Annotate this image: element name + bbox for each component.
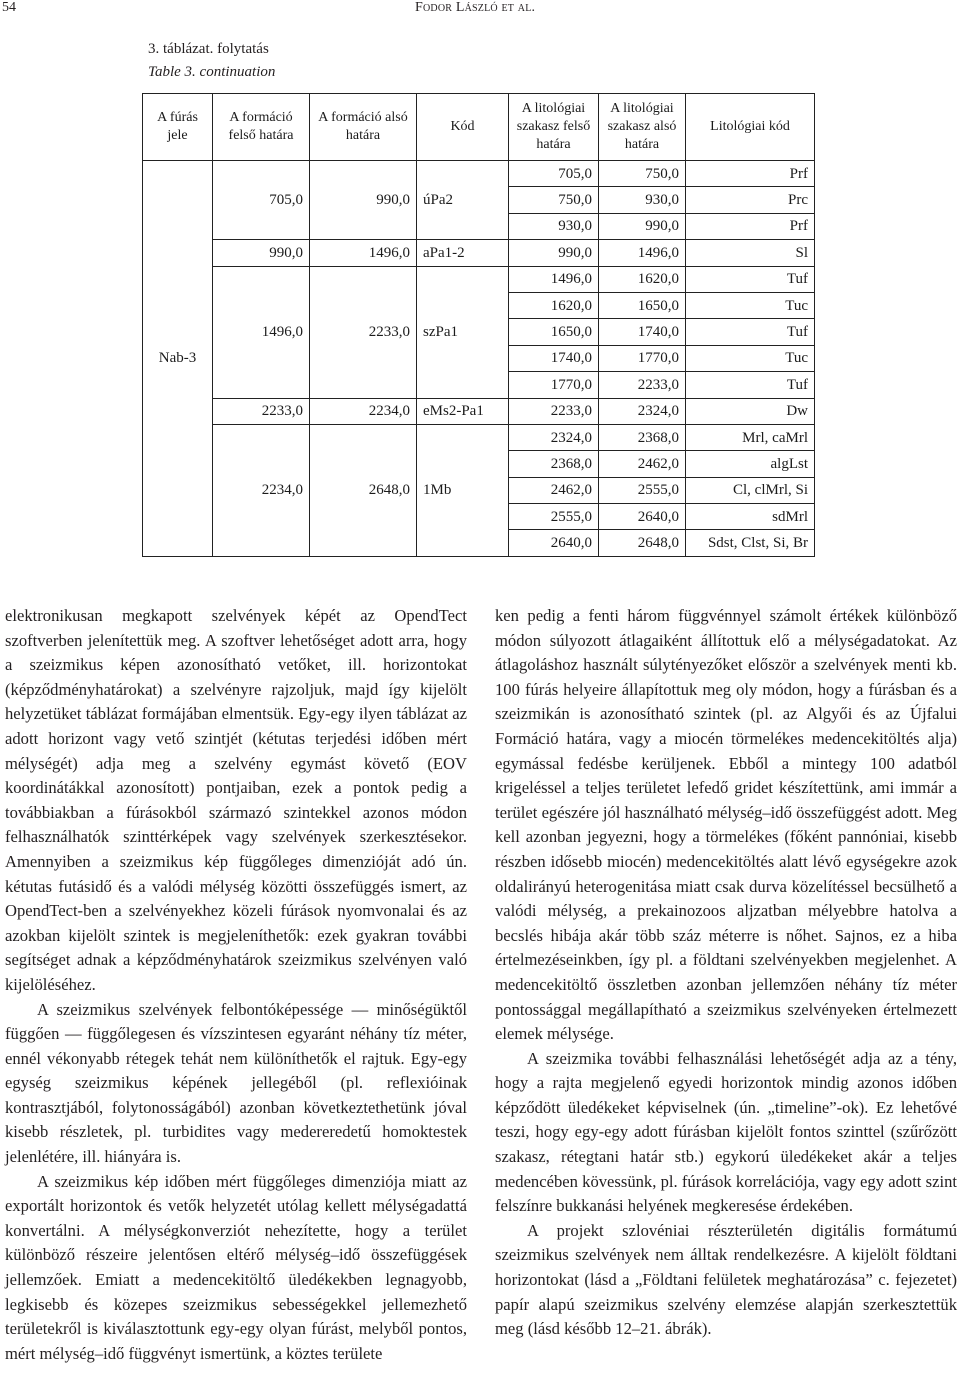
cell-lith-bottom: 1650,0: [599, 292, 686, 318]
cell-lith-top: 1770,0: [509, 372, 599, 398]
paragraph: ken pedig a fenti három függvénnyel számolt értékek különböző módon súlyozott átlagaiként állítottuk elő a mélységadatokat. Az átlagoláshoz használt súlytényezőket először a szelvények menti kb. 100 fúrás helyeire állapítottuk meg oly módon, hogy a fúrásban és a szeizmikán is azonosítható szintek (pl. az Algyői és az Újfalui Formáció határa, vagy a miocén törmelékes medencekitöltés alja) egymással fedésbe kerüljenek. Ebből a mintegy 100 adatból krigeléssel a teljes területet lefedő gridet készítettünk, ami immár a terület egészére jól használható mélység–idő összefüggést adott. Meg kell azonban jegyezni, hogy a törmelékes (főként pannóniai, kisebb részben idősebb miocén) medencekitöltés alatt lévő egységekre azok oldalirányú heterogenitása miatt csak durva közelítéssel becsülhető a valódi mélység, a prekainozoos aljzatban mélyebbre hatolva a becslés hibája akár több száz méterre is nőhet. Sajnos, ez a hiba értelmezéseinkben, így pl. a földtani szelvényekben megjelenhet. A medencekitöltő összletben azonban jellemzően néhány tíz méter pontossággal megállapítható a szeizmikus szelvényeken értelmezett elemek mélysége.: [495, 606, 957, 1044]
cell-formation-top: 990,0: [213, 240, 310, 266]
cell-lith-top: 2640,0: [509, 530, 599, 556]
paragraph: A szeizmikus kép időben mért függőleges dimenziója miatt az exportált horizontok és vetők helyzetét utólag kellett mélységadattá konvertálni. A mélységkonverziót nehezítette, hogy a terület különböző részeire jelentősen eltérő mélység–idő összefüggések jellemzőek. Emiatt a medencekitöltő üledékekben legnagyobb, legkisebb és közepes szeizmikus sebességekkel jellemezhető területekről is kiválasztottunk egy-egy olyan fúrást, melyből pontos, mért mélység–idő függvényt ismertünk, a köztes területe: [5, 1171, 467, 1363]
cell-lith-bottom: 750,0: [599, 161, 686, 187]
cell-lith-bottom: 2233,0: [599, 372, 686, 398]
cell-lith-top: 705,0: [509, 161, 599, 187]
cell-lith-code: sdMrl: [686, 504, 815, 530]
cell-formation-code: eMs2-Pa1: [417, 398, 509, 424]
cell-lith-top: 930,0: [509, 213, 599, 239]
cell-lith-top: 750,0: [509, 187, 599, 213]
cell-formation-top: 2233,0: [213, 398, 310, 424]
cell-borehole: Nab-3: [143, 161, 213, 557]
header-formation-bottom: A formáció alsó határa: [310, 94, 417, 161]
cell-lith-code: Tuc: [686, 345, 815, 371]
cell-lith-top: 2324,0: [509, 424, 599, 450]
paragraph: A szeizmika további felhasználási lehetőségét adja az a tény, hogy a rajta megjelenő egyedi horizontok mindig azonos időben képződött üledékeket képviselnek (ún. „timeline”-ok). Ez lehetővé teszi, hogy egy-egy adott fúrásban kijelölt fontos szinttel (szűrőzött szakasz, rétegtani határ stb.) egykorú üledékeket akár a teljes medencében kövessünk, pl. fúrások korrelációja, vagy egy adott szint felszínre bukkanási helyének megkeresése érdekében.: [495, 1048, 957, 1216]
table-row: [143, 240, 815, 266]
cell-lith-code: Tuf: [686, 372, 815, 398]
caption-hu-text: folytatás: [217, 41, 269, 57]
caption-en-label: Table 3.: [148, 64, 196, 80]
cell-lith-bottom: 1496,0: [599, 240, 686, 266]
cell-formation-bottom: 2233,0: [310, 266, 417, 398]
cell-lith-code: Tuc: [686, 292, 815, 318]
table-caption: [148, 38, 275, 84]
cell-lith-code: algLst: [686, 451, 815, 477]
header-code: Kód: [417, 94, 509, 161]
running-head: Fodor László et al.: [415, 0, 536, 15]
header-borehole: A fúrás jele: [143, 94, 213, 161]
header-lith-code: Litológiai kód: [686, 94, 815, 161]
cell-lith-top: 990,0: [509, 240, 599, 266]
table-row: [143, 266, 815, 292]
cell-formation-code: 1Mb: [417, 424, 509, 556]
caption-english: [148, 61, 275, 84]
cell-lith-code: Sdst, Clst, Si, Br: [686, 530, 815, 556]
cell-lith-bottom: 2324,0: [599, 398, 686, 424]
cell-lith-code: Dw: [686, 398, 815, 424]
text-column-right: [495, 604, 957, 1342]
cell-formation-bottom: 990,0: [310, 161, 417, 240]
cell-lith-bottom: 990,0: [599, 213, 686, 239]
cell-formation-bottom: 2234,0: [310, 398, 417, 424]
cell-lith-bottom: 1770,0: [599, 345, 686, 371]
table-header-row: [143, 94, 815, 161]
header-lith-bottom: A litológiai szakasz alsó határa: [599, 94, 686, 161]
cell-formation-top: 705,0: [213, 161, 310, 240]
paragraph: elektronikusan megkapott szelvények képét az OpendTect szoftverben jelenítettük meg. A szoftver lehetőséget adott arra, hogy a szeizmikus képen azonosítható vetőket, ill. horizontokat (képződményhatárokat) a szelvényre rajzoljuk, majd így kijelölt helyzetüket táblázat formájában elmentsük. Egy-egy ilyen táblázat az adott horizont vagy vető szintjét (kétutas terjedési időben mért mélységét) adja meg a szelvény egymást követő (EOV koordinátákkal azonosított) pontjaiban, ezek a pontok pedig a továbbiakban a fúrásokból származó szintekkel azonos módon felhasználhatók szinttérképek vagy szelvények szerkesztésekor. Amennyiben a szeizmikus kép függőleges dimenzióját adó ún. kétutas futásidő és a valódi mélység közötti összefüggés ismert, az OpendTect-ben a szelvényekhez közeli fúrások nyomvonalai és az azokban kijelölt szintek is megjeleníthetők: ezek gyakran további segítséget adnak a képződményhatárok szeizmikus szelvényen való kijelöléséhez.: [5, 606, 467, 994]
page-header: [0, 0, 960, 20]
cell-lith-bottom: 2368,0: [599, 424, 686, 450]
cell-lith-top: 1650,0: [509, 319, 599, 345]
text-column-left: [5, 604, 467, 1366]
caption-hungarian: [148, 38, 275, 61]
page-number: 54: [2, 0, 16, 15]
table-body: [143, 161, 815, 557]
cell-lith-bottom: 2640,0: [599, 504, 686, 530]
cell-lith-top: 1740,0: [509, 345, 599, 371]
header-lith-top: A litológiai szakasz felső határa: [509, 94, 599, 161]
cell-lith-bottom: 2555,0: [599, 477, 686, 503]
paragraph: A szeizmikus szelvények felbontóképessége — minőségüktől függően — függőlegesen és vízszintesen egyaránt néhány tíz méter, ennél vékonyabb rétegek tehát nem különíthetők el rajtuk. Egy-egy egység szeizmikus képének jellegéből (pl. reflexióinak kontrasztjából, folytonosságából) azonban következtethetünk jóval kisebb részletek, pl. turbidites vagy medereredetű homoktestek jelenlétére, ill. hiányára is.: [5, 999, 467, 1167]
header-formation-top: A formáció felső határa: [213, 94, 310, 161]
cell-lith-code: Prf: [686, 213, 815, 239]
cell-lith-code: Tuf: [686, 319, 815, 345]
cell-lith-code: Tuf: [686, 266, 815, 292]
cell-lith-bottom: 930,0: [599, 187, 686, 213]
cell-lith-code: Mrl, caMrl: [686, 424, 815, 450]
cell-formation-code: úPa2: [417, 161, 509, 240]
cell-lith-bottom: 2648,0: [599, 530, 686, 556]
cell-formation-top: 1496,0: [213, 266, 310, 398]
cell-formation-code: szPa1: [417, 266, 509, 398]
cell-lith-top: 2368,0: [509, 451, 599, 477]
cell-lith-bottom: 1740,0: [599, 319, 686, 345]
cell-lith-code: Sl: [686, 240, 815, 266]
cell-lith-code: Prf: [686, 161, 815, 187]
cell-lith-code: Cl, clMrl, Si: [686, 477, 815, 503]
cell-lith-top: 2555,0: [509, 504, 599, 530]
cell-formation-bottom: 1496,0: [310, 240, 417, 266]
cell-lith-top: 2233,0: [509, 398, 599, 424]
table-row: [143, 424, 815, 450]
cell-formation-code: aPa1-2: [417, 240, 509, 266]
cell-lith-bottom: 2462,0: [599, 451, 686, 477]
cell-lith-top: 1496,0: [509, 266, 599, 292]
lithology-table-wrapper: [142, 93, 814, 559]
lithology-table: [142, 93, 815, 557]
cell-formation-top: 2234,0: [213, 424, 310, 556]
cell-lith-top: 2462,0: [509, 477, 599, 503]
paragraph: A projekt szlovéniai részterületén digitális formátumú szeizmikus szelvények nem álltak rendelkezésre. A kijelölt földtani horizontokat (lásd a „Földtani felületek meghatározása” c. fejezetet) papír alapú szeizmikus szelvény elemzése alapján szerkesztettük meg (lásd később 12–21. ábrák).: [495, 1220, 957, 1339]
cell-lith-bottom: 1620,0: [599, 266, 686, 292]
caption-en-text: continuation: [199, 64, 276, 80]
cell-formation-bottom: 2648,0: [310, 424, 417, 556]
cell-lith-top: 1620,0: [509, 292, 599, 318]
caption-hu-label: 3. táblázat.: [148, 41, 214, 57]
table-row: [143, 161, 815, 187]
cell-lith-code: Prc: [686, 187, 815, 213]
table-row: [143, 398, 815, 424]
